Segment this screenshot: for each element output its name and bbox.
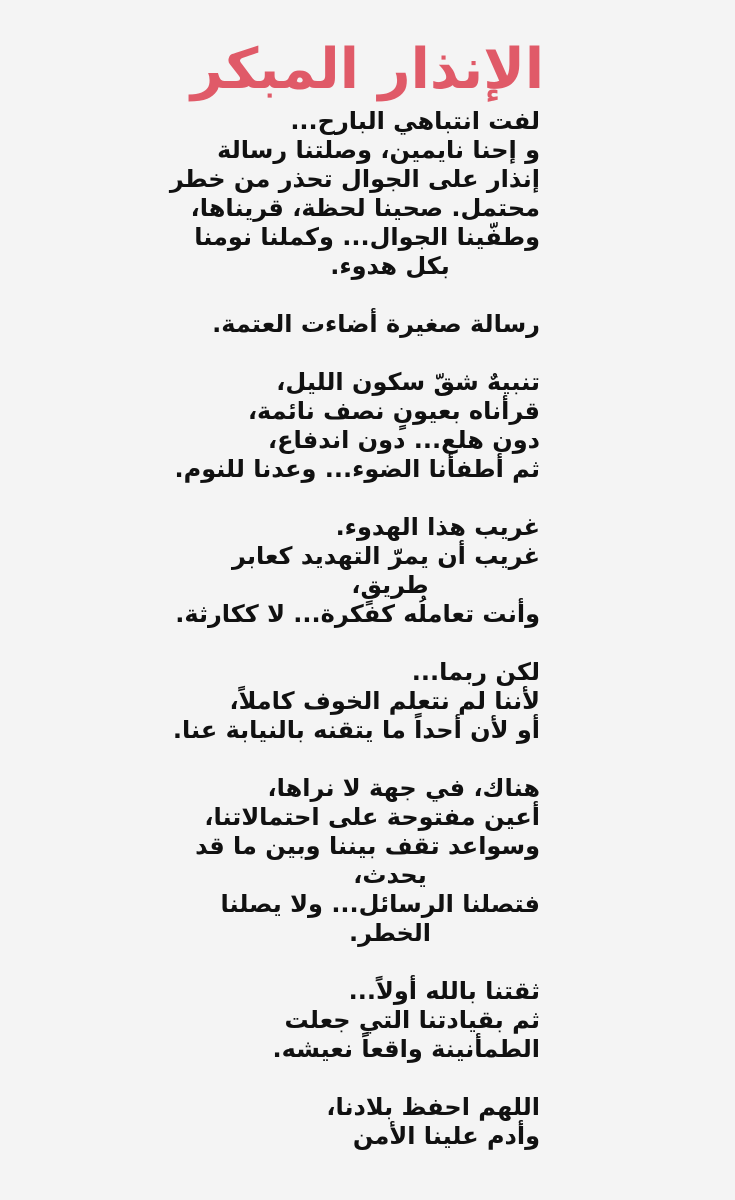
poem-line: محتمل. صحينا لحظة، قريناها،: [190, 194, 540, 222]
poem-line: لفت انتباهي البارح...: [290, 107, 540, 135]
stanza-8: [150, 1093, 540, 1151]
poem-line: وسواعد تقف بيننا وبين ما قد: [195, 832, 540, 860]
poem-line: ثم بقيادتنا التي جعلت: [284, 1006, 540, 1034]
poem-line: فتصلنا الرسائل... ولا يصلنا: [220, 890, 540, 918]
poem-line: غريب هذا الهدوء.: [335, 513, 540, 541]
poem-line: قرأناه بعيونٍ نصف نائمة،: [247, 397, 540, 425]
stanza-5: [150, 658, 540, 745]
poem-line: وطفّينا الجوال... وكملنا نومنا: [194, 223, 540, 251]
poem-line: وأدم علينا الأمن: [352, 1122, 540, 1150]
poem-line: طريقٍ،: [351, 571, 429, 599]
stanza-6: [150, 774, 540, 948]
stanza-3: [150, 368, 540, 484]
poem-line: دون هلع... دون اندفاع،: [267, 426, 540, 454]
poem-line: الطمأنينة واقعاً نعيشه.: [272, 1035, 540, 1063]
poem-line: هناك، في جهة لا نراها،: [267, 774, 540, 802]
poem-line: رسالة صغيرة أضاءت العتمة.: [212, 310, 540, 338]
page-title: الإنذار المبكر: [190, 37, 545, 102]
poem-line: أو لأن أحداً ما يتقنه بالنيابة عنا.: [172, 716, 540, 744]
poem-line: يحدث،: [353, 861, 427, 889]
poem-line: غريب أن يمرّ التهديد كعابر: [232, 542, 540, 570]
poem-body: [150, 107, 540, 1151]
poem-line: لأننا لم نتعلم الخوف كاملاً،: [229, 687, 540, 715]
poem-line: أعين مفتوحة على احتمالاتنا،: [204, 803, 540, 831]
poem-line: و إحنا نايمين، وصلتنا رسالة: [217, 136, 540, 164]
stanza-2: [150, 310, 540, 339]
stanza-7: [150, 977, 540, 1064]
stanza-4: [150, 513, 540, 629]
poem-line: ثقتنا بالله أولاً...: [348, 977, 540, 1005]
stanza-1: [150, 107, 540, 281]
poem-line: إنذار على الجوال تحذر من خطر: [169, 165, 540, 193]
poem-line: وأنت تعاملُه كفكرة... لا ككارثة.: [175, 600, 540, 628]
poem-line: بكل هدوء.: [330, 252, 450, 280]
poem-line: تنبيهٌ شقّ سكون الليل،: [276, 368, 540, 396]
poem-line: الخطر.: [349, 919, 431, 947]
poem-line: اللهم احفظ بلادنا،: [326, 1093, 540, 1121]
poem-line: لكن ربما...: [411, 658, 540, 686]
poem-line: ثم أطفأنا الضوء... وعدنا للنوم.: [174, 455, 540, 483]
